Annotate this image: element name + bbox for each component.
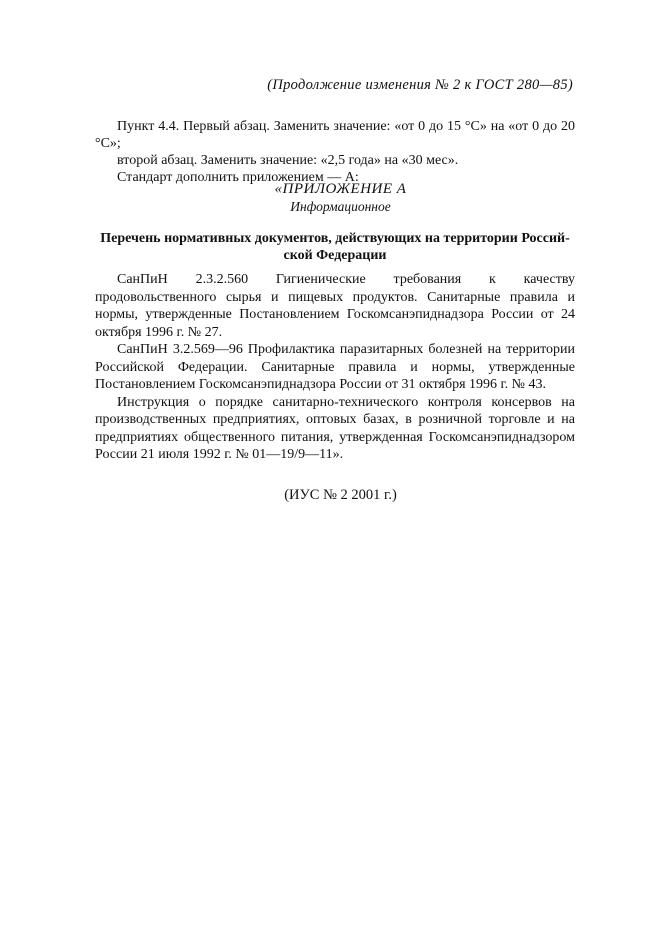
normative-documents-list <box>95 271 575 464</box>
list-title <box>95 230 575 264</box>
list-item: СанПиН 3.2.569—96 Профилактика паразитарных болезней на территории Российской Федерации. Санитарные правила и нормы, утвержденные Постановлением Госкомсанэпиднадзора России от 31 октября 1996 г. № 43. <box>95 342 575 392</box>
continuation-header: (Продолжение изменения № 2 к ГОСТ 280—85) <box>267 77 573 93</box>
list-item: Инструкция о порядке санитарно-технического контроля консервов на производственных предприятиях, оптовых базах, в розничной торговле и на предприятиях общественного питания, утвержденная Госкомсанэпиднадзором России 21 июля 1992 г. № 01—19/9—11». <box>95 394 575 462</box>
annex-title: «ПРИЛОЖЕНИЕ А <box>274 181 407 197</box>
annex-subtitle: Информационное <box>290 199 391 214</box>
amendment-block <box>95 118 575 186</box>
amendment-second-paragraph: второй абзац. Заменить значение: «2,5 года» на «30 мес». <box>117 153 459 168</box>
list-title-line-1: Перечень нормативных документов, действующих на территории Россий- <box>100 231 570 246</box>
amendment-add-annex: Стандарт дополнить приложением — А: <box>117 170 359 185</box>
list-title-line-2: ской Федерации <box>283 248 387 263</box>
ius-reference: (ИУС № 2 2001 г.) <box>284 487 397 503</box>
list-item: СанПиН 2.3.2.560 Гигиенические требования к качеству продовольственного сырья и пищевых продуктов. Санитарные правила и нормы, утвержденные Постановлением Госкомсанэпиднадзора России от 24 октября 1996 г. № 27. <box>95 272 575 340</box>
amendment-item-4-4: Пункт 4.4. Первый абзац. Заменить значение: «от 0 до 15 °С» на «от 0 до 20 °С»; <box>95 119 575 151</box>
